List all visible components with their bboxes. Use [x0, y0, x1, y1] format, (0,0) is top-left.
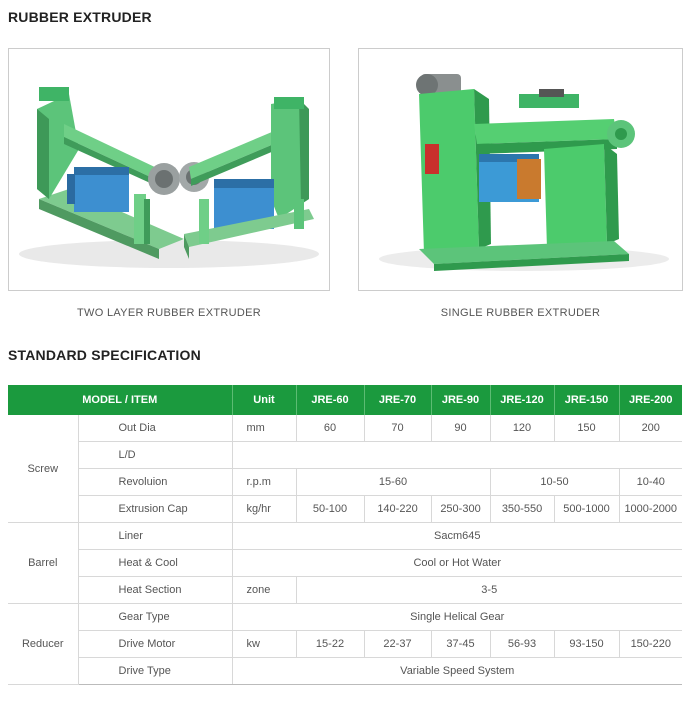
spec-table: [8, 385, 682, 685]
table-row-ld: [8, 442, 682, 469]
value-cell: 15-60: [296, 469, 490, 496]
value-cell: 500-1000: [554, 496, 619, 523]
value-cell: 120: [490, 415, 554, 442]
item-label: Heat Section: [78, 577, 232, 604]
value-cell: 140-220: [364, 496, 431, 523]
caption-two-layer: TWO LAYER RUBBER EXTRUDER: [77, 307, 261, 319]
table-row-extrusion-cap: [8, 496, 682, 523]
item-label: Extrusion Cap: [78, 496, 232, 523]
header-jre-200: JRE-200: [619, 385, 682, 415]
header-jre-70: JRE-70: [364, 385, 431, 415]
table-row-heat-section: [8, 577, 682, 604]
unit-cell: mm: [232, 415, 296, 442]
item-label: Heat & Cool: [78, 550, 232, 577]
group-barrel: Barrel: [8, 523, 78, 604]
header-jre-90: JRE-90: [431, 385, 490, 415]
value-cell: 60: [296, 415, 364, 442]
value-cell: 37-45: [431, 631, 490, 658]
unit-cell: kg/hr: [232, 496, 296, 523]
value-cell: 10-40: [619, 469, 682, 496]
value-cell: 150-220: [619, 631, 682, 658]
value-cell: 15-22: [296, 631, 364, 658]
item-label: Drive Motor: [78, 631, 232, 658]
header-unit: Unit: [232, 385, 296, 415]
value-cell: 200: [619, 415, 682, 442]
caption-single: SINGLE RUBBER EXTRUDER: [440, 307, 601, 319]
value-cell: 150: [554, 415, 619, 442]
value-cell: Cool or Hot Water: [232, 550, 682, 577]
value-cell: 22-37: [364, 631, 431, 658]
group-screw: Screw: [8, 415, 78, 523]
table-row-drive-motor: [8, 631, 682, 658]
value-cell: 70: [364, 415, 431, 442]
single-extruder-image: [358, 48, 683, 291]
spec-title: STANDARD SPECIFICATION: [8, 347, 201, 363]
item-label: Revoluion: [78, 469, 232, 496]
value-cell: [232, 442, 682, 469]
table-row-liner: [8, 523, 682, 550]
value-cell: 10-50: [490, 469, 619, 496]
item-label: Drive Type: [78, 658, 232, 685]
value-cell: 93-150: [554, 631, 619, 658]
value-cell: 90: [431, 415, 490, 442]
unit-cell: r.p.m: [232, 469, 296, 496]
item-label: Gear Type: [78, 604, 232, 631]
unit-cell: kw: [232, 631, 296, 658]
table-row-revolution: [8, 469, 682, 496]
group-reducer: Reducer: [8, 604, 78, 685]
value-cell: 1000-2000: [619, 496, 682, 523]
table-row-gear-type: [8, 604, 682, 631]
value-cell: 250-300: [431, 496, 490, 523]
two-layer-extruder-image: [8, 48, 330, 291]
table-row-drive-type: [8, 658, 682, 685]
value-cell: 350-550: [490, 496, 554, 523]
value-cell: 3-5: [296, 577, 682, 604]
item-label: L/D: [78, 442, 232, 469]
header-jre-150: JRE-150: [554, 385, 619, 415]
header-jre-60: JRE-60: [296, 385, 364, 415]
value-cell: Single Helical Gear: [232, 604, 682, 631]
table-row-heat-cool: [8, 550, 682, 577]
value-cell: Sacm645: [232, 523, 682, 550]
table-header-row: [8, 385, 682, 415]
page-title: RUBBER EXTRUDER: [8, 9, 152, 25]
header-jre-120: JRE-120: [490, 385, 554, 415]
item-label: Out Dia: [78, 415, 232, 442]
value-cell: 50-100: [296, 496, 364, 523]
item-label: Liner: [78, 523, 232, 550]
table-row-out-dia: [8, 415, 682, 442]
value-cell: 56-93: [490, 631, 554, 658]
unit-cell: zone: [232, 577, 296, 604]
value-cell: Variable Speed System: [232, 658, 682, 685]
header-model-item: MODEL / ITEM: [8, 385, 232, 415]
